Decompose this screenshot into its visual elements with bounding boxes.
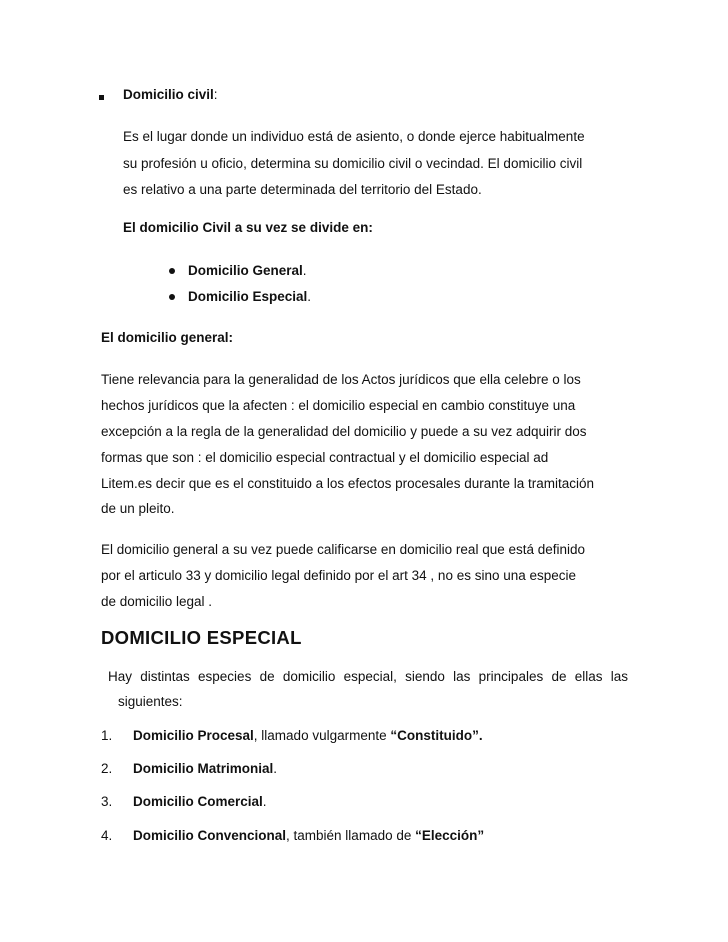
paragraph-line: su profesión u oficio, determina su domicilio civil o vecindad. El domicilio civil bbox=[123, 156, 583, 171]
numbered-item bbox=[133, 793, 267, 811]
numbered-item-label: Domicilio Convencional bbox=[133, 828, 287, 843]
numbered-item-text: , también llamado de bbox=[286, 828, 416, 843]
list-item bbox=[188, 288, 311, 306]
numbered-item bbox=[133, 827, 484, 845]
list-item-suffix: . bbox=[302, 263, 307, 278]
intro-line: Hay distintas especies de domicilio especial, siendo las principales de ellas las bbox=[108, 669, 628, 684]
subheading bbox=[123, 219, 373, 237]
numbered-item-emphasis: “Constituido”. bbox=[390, 728, 483, 743]
section-heading-text: El domicilio general: bbox=[101, 330, 234, 345]
round-bullet-icon bbox=[169, 268, 175, 274]
list-item-label: Domicilio General bbox=[188, 263, 303, 278]
paragraph-line: es relativo a una parte determinada del territorio del Estado. bbox=[123, 182, 482, 197]
numbered-item-label: Domicilio Matrimonial bbox=[133, 761, 274, 776]
numbered-item bbox=[133, 727, 483, 745]
intro-line: siguientes: bbox=[118, 694, 183, 709]
paragraph-line: hechos jurídicos que la afecten : el domicilio especial en cambio constituye una bbox=[101, 398, 576, 413]
round-bullet-icon bbox=[169, 294, 175, 300]
numbered-item-text: . bbox=[262, 794, 267, 809]
list-item bbox=[188, 262, 307, 280]
numbered-item-text: . bbox=[273, 761, 278, 776]
numbered-item-number: 2. bbox=[101, 761, 113, 776]
numbered-item-label: Domicilio Comercial bbox=[133, 794, 263, 809]
paragraph-line: El domicilio general a su vez puede calificarse en domicilio real que está definido bbox=[101, 542, 586, 557]
numbered-item-number: 4. bbox=[101, 828, 113, 843]
paragraph-line: Tiene relevancia para la generalidad de los Actos jurídicos que ella celebre o los bbox=[101, 372, 581, 387]
numbered-item-label: Domicilio Procesal bbox=[133, 728, 254, 743]
section-title bbox=[123, 86, 218, 104]
numbered-item-emphasis: “Elección” bbox=[415, 828, 485, 843]
square-bullet-icon bbox=[99, 95, 104, 100]
paragraph-line: de domicilio legal . bbox=[101, 594, 213, 609]
paragraph-line: por el articulo 33 y domicilio legal definido por el art 34 , no es sino una especie bbox=[101, 568, 577, 583]
subheading-text: El domicilio Civil a su vez se divide en: bbox=[123, 220, 373, 235]
list-item-label: Domicilio Especial bbox=[188, 289, 308, 304]
section-main-heading: DOMICILIO ESPECIAL bbox=[101, 627, 302, 648]
section-heading bbox=[101, 329, 233, 347]
numbered-item bbox=[133, 760, 277, 778]
paragraph-line: excepción a la regla de la generalidad del domicilio y puede a su vez adquirir dos bbox=[101, 424, 587, 439]
paragraph-line: de un pleito. bbox=[101, 501, 175, 516]
paragraph-line: Litem.es decir que es el constituido a los efectos procesales durante la tramitación bbox=[101, 476, 595, 491]
section-title-text: Domicilio civil bbox=[123, 87, 214, 102]
numbered-item-number: 1. bbox=[101, 728, 113, 743]
paragraph-line: Es el lugar donde un individuo está de asiento, o donde ejerce habitualmente bbox=[123, 129, 585, 144]
paragraph-line: formas que son : el domicilio especial contractual y el domicilio especial ad bbox=[101, 450, 549, 465]
section-title-suffix: : bbox=[213, 87, 218, 102]
numbered-item-text: , llamado vulgarmente bbox=[253, 728, 391, 743]
list-item-suffix: . bbox=[307, 289, 312, 304]
numbered-item-number: 3. bbox=[101, 794, 113, 809]
